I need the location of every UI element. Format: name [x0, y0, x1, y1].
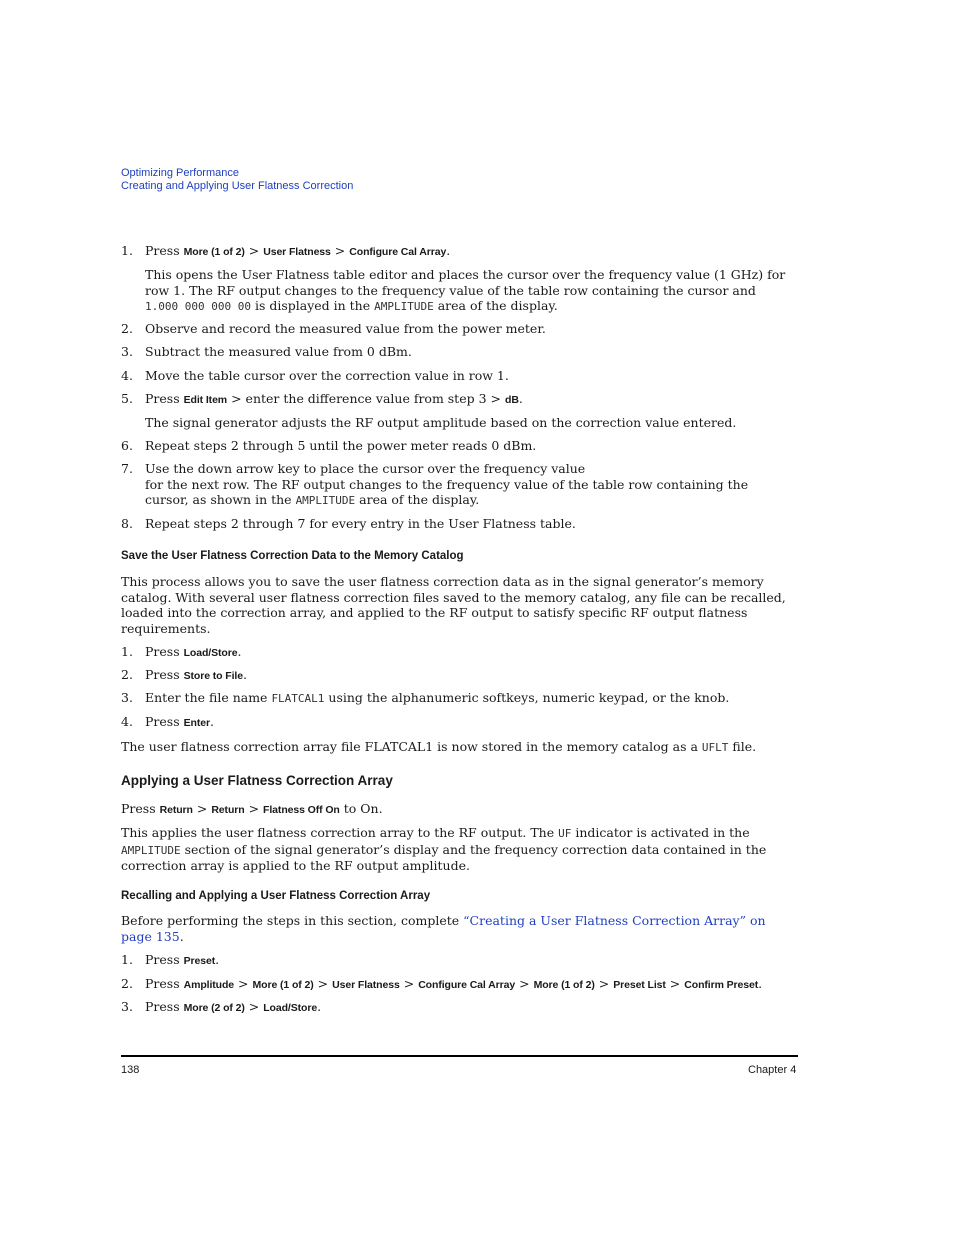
step-number: 4.: [121, 368, 133, 383]
softkey-flatness-off-on: Flatness Off On: [263, 804, 340, 816]
step-5: Press Edit Item > enter the difference value from step 3 > dB.: [145, 391, 523, 406]
step-number: 5.: [121, 391, 133, 406]
running-header-section: Optimizing Performance: [121, 167, 239, 179]
softkey-user-flatness: User Flatness: [332, 979, 400, 991]
softkey-user-flatness: User Flatness: [263, 246, 331, 258]
recall-step-3: Press More (2 of 2) > Load/Store.: [145, 999, 322, 1014]
save-intro-paragraph: This process allows you to save the user flatness correction data as in the signal generator’s memory catalog. With several user flatness correction files saved to the memory catalog, any file can be recalled, loaded into the correction array, and applied to the RF output to satisfy specific RF output flatness requirements.: [121, 574, 786, 636]
step-number: 1.: [121, 243, 133, 258]
save-step-4: Press Enter.: [145, 714, 214, 729]
step-8: Repeat steps 2 through 7 for every entry in the User Flatness table.: [145, 516, 576, 531]
section-heading-recall: Recalling and Applying a User Flatness Correction Array: [121, 890, 431, 902]
step-1-explanation: This opens the User Flatness table editor and places the cursor over the frequency value (1 GHz) for row 1. The RF output changes to the frequency value of the table row containing the cursor and 1.000 000 000 00 is displayed in the AMPLITUDE area of the display.: [145, 267, 786, 314]
softkey-preset-list: Preset List: [613, 979, 666, 991]
step-number: 1.: [121, 644, 133, 659]
chapter-label: Chapter 4: [748, 1064, 797, 1076]
softkey-load-store: Load/Store: [183, 647, 238, 659]
softkey-more-1-of-2: More (1 of 2): [252, 979, 314, 991]
softkey-return: Return: [211, 804, 245, 816]
step-number: 2.: [121, 976, 133, 991]
recall-step-2: Press Amplitude > More (1 of 2) > User Flatness > Configure Cal Array > More (1 of 2) > Preset List > Confirm Preset.: [145, 976, 763, 991]
footer-rule: [121, 1055, 798, 1057]
section-heading-save: Save the User Flatness Correction Data to the Memory Catalog: [121, 550, 464, 562]
step-number: 3.: [121, 999, 133, 1014]
softkey-more-1-of-2: More (1 of 2): [183, 246, 245, 258]
page-number: 138: [121, 1064, 140, 1076]
softkey-more-2-of-2: More (2 of 2): [183, 1002, 245, 1014]
softkey-amplitude: Amplitude: [183, 979, 235, 991]
softkey-enter: Enter: [183, 717, 210, 729]
step-4: Move the table cursor over the correction value in row 1.: [145, 368, 509, 383]
softkey-return: Return: [159, 804, 193, 816]
save-step-2: Press Store to File.: [145, 667, 247, 682]
softkey-more-1-of-2: More (1 of 2): [533, 979, 595, 991]
step-number: 2.: [121, 667, 133, 682]
step-7: Use the down arrow key to place the cursor over the frequency value for the next row. The RF output changes to the frequency value of the table row containing the cursor, as shown in the AMPLITUDE area of the display.: [145, 461, 749, 508]
softkey-load-store: Load/Store: [263, 1002, 318, 1014]
softkey-store-to-file: Store to File: [183, 670, 243, 682]
step-number: 2.: [121, 321, 133, 336]
save-step-3: Enter the file name FLATCAL1 using the alphanumeric softkeys, numeric keypad, or the knob.: [145, 690, 730, 705]
apply-paragraph: This applies the user flatness correction array to the RF output. The UF indicator is activated in the AMPLITUDE section of the signal generator’s display and the frequency correction data contained in the correction array is applied to the RF output amplitude.: [121, 825, 767, 874]
step-number: 3.: [121, 344, 133, 359]
step-number: 6.: [121, 438, 133, 453]
softkey-confirm-preset: Confirm Preset: [684, 979, 759, 991]
apply-instruction: Press Return > Return > Flatness Off On to On.: [121, 801, 383, 816]
running-header-subsection: Creating and Applying User Flatness Correction: [121, 180, 354, 192]
step-number: 8.: [121, 516, 133, 531]
step-number: 3.: [121, 690, 133, 705]
step-number: 7.: [121, 461, 133, 476]
softkey-configure-cal-array: Configure Cal Array: [418, 979, 516, 991]
softkey-configure-cal-array: Configure Cal Array: [349, 246, 447, 258]
save-outro-paragraph: The user flatness correction array file FLATCAL1 is now stored in the memory catalog as a UFLT file.: [121, 739, 757, 754]
step-6: Repeat steps 2 through 5 until the power meter reads 0 dBm.: [145, 438, 537, 453]
step-2: Observe and record the measured value from the power meter.: [145, 321, 546, 336]
softkey-db: dB: [505, 394, 519, 406]
step-1: Press More (1 of 2) > User Flatness > Configure Cal Array.: [145, 243, 451, 258]
softkey-edit-item: Edit Item: [183, 394, 228, 406]
cross-reference-link[interactable]: “Creating a User Flatness Correction Array” on page 135: [121, 913, 766, 944]
softkey-preset: Preset: [183, 955, 216, 967]
recall-intro-paragraph: Before performing the steps in this section, complete “Creating a User Flatness Correction Array” on page 135.: [121, 913, 766, 944]
save-step-1: Press Load/Store.: [145, 644, 242, 659]
step-3: Subtract the measured value from 0 dBm.: [145, 344, 412, 359]
step-5-explanation: The signal generator adjusts the RF output amplitude based on the correction value entered.: [145, 415, 737, 430]
step-number: 1.: [121, 952, 133, 967]
section-heading-apply: Applying a User Flatness Correction Array: [121, 773, 393, 788]
step-number: 4.: [121, 714, 133, 729]
recall-step-1: Press Preset.: [145, 952, 220, 967]
